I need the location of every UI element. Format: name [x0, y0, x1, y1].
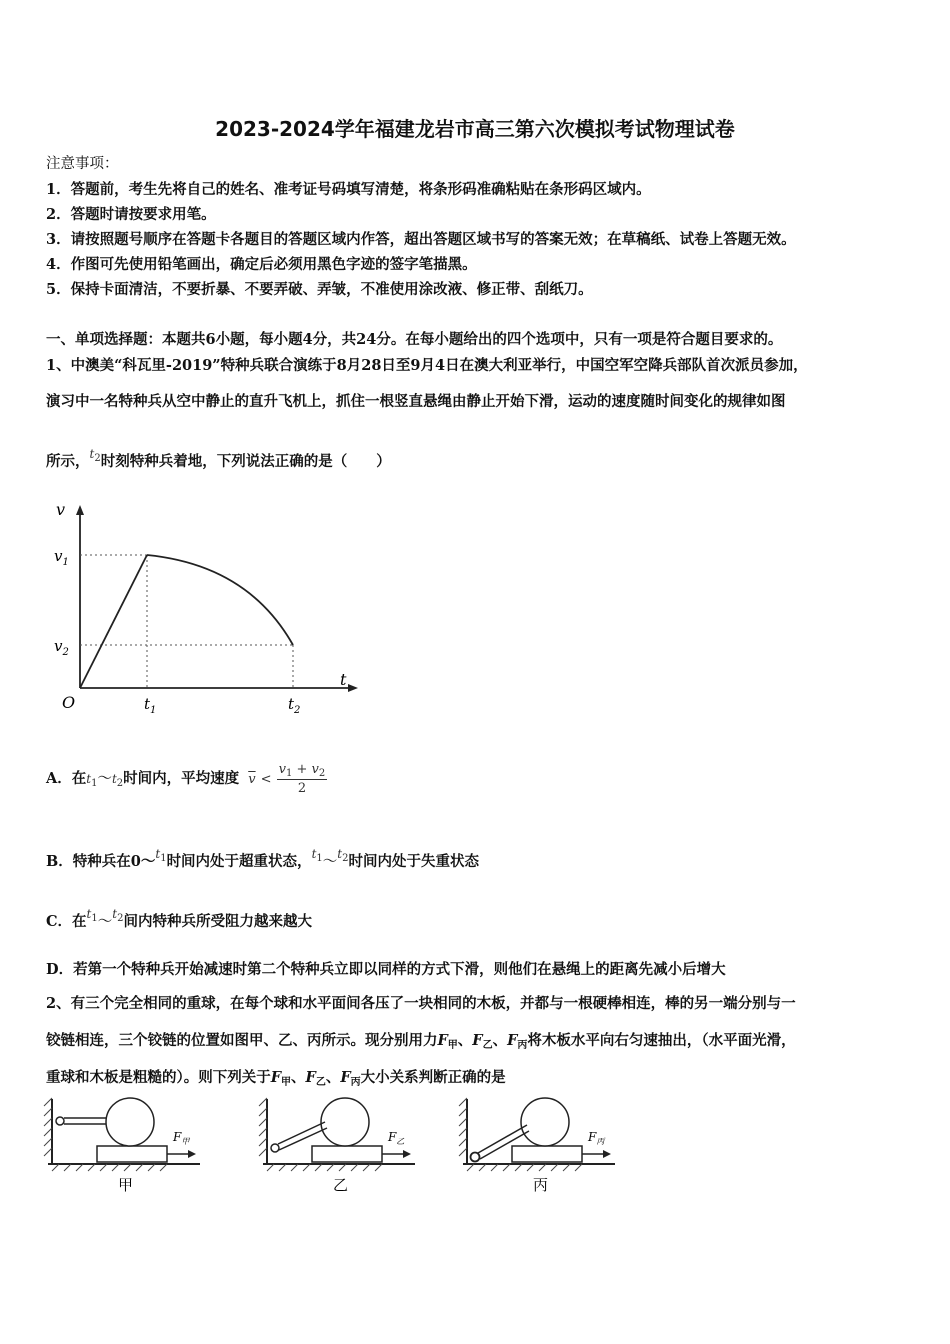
notice-item: 5．保持卡面清洁，不要折暴、不要弄破、弄皱，不准使用涂改液、修正带、刮纸刀。 [46, 281, 593, 298]
force-label-yi: $F_乙$ [388, 1130, 405, 1146]
v-axis-arrow [76, 505, 84, 515]
q1-stem-line3: 所示，$^{t_2}$时刻特种兵着地，下列说法正确的是（ ） [46, 447, 391, 470]
diagram-label-yi: 乙 [333, 1176, 349, 1194]
force-label-jia: $F_甲$ [173, 1130, 190, 1146]
diagram-label-bing: 丙 [533, 1176, 549, 1194]
q2-stem-line2: 铰链相连，三个铰链的位置如图甲、乙、丙所示。现分别用力$F_甲$、$F_乙$、$F_丙$将木板水平向右匀速抽出，（水平面光滑， [46, 1032, 796, 1051]
q2-stem-line1: 2、有三个完全相同的重球，在每个球和水平面间各压了一块相同的木板，并都与一根硬棒相连，棒的另一端分别与一 [46, 995, 796, 1012]
force-label-bing: $F_丙$ [588, 1130, 605, 1146]
q1-option-a[interactable]: A．在$t_1\sim t_2$时间内，平均速度 $\overline{v}$ < $\frac{v_1 + v_2}{2}$ [46, 762, 326, 796]
t-axis-arrow [348, 684, 358, 692]
velocity-time-graph [48, 495, 368, 720]
origin-label: O [62, 693, 76, 712]
diagram-label-jia: 甲 [118, 1176, 134, 1194]
deceleration-curve [147, 555, 293, 645]
t1-label: $t_1$ [144, 695, 157, 716]
v1-label: $v_1$ [54, 547, 69, 568]
q1-stem-line1: 1、中澳美“科瓦里-2019”特种兵联合演练于8月28日至9月4日在澳大利亚举行，中国空军空降兵部队首次派员参加， [46, 357, 808, 374]
t2-label: $t_2$ [288, 695, 301, 716]
q2-stem-line3: 重球和木板是粗糙的）。则下列关于$F_甲$、$F_乙$、$F_丙$大小关系判断正确的是 [46, 1069, 506, 1088]
page-title: 2023-2024学年福建龙岩市高三第六次模拟考试物理试卷 [215, 117, 735, 141]
average-velocity-fraction: $\frac{v_1 + v_2}{2}$ [278, 762, 326, 796]
q1-stem-line2: 演习中一名特种兵从空中静止的直升飞机上，抓住一根竖直悬绳由静止开始下滑，运动的速度随时间变化的规律如图 [46, 393, 786, 410]
diagram-yi [255, 1094, 425, 1196]
diagram-jia [40, 1094, 210, 1196]
section-heading: 一、单项选择题：本题共6小题，每小题4分，共24分。在每小题给出的四个选项中，只有一项是符合题目要求的。 [46, 331, 783, 348]
q1-option-b[interactable]: B．特种兵在0～$^{t_1}$时间内处于超重状态，$^{t_1}$～$^{t_2}$时间内处于失重状态 [46, 847, 479, 870]
acceleration-segment [80, 555, 147, 688]
notice-item: 1．答题前，考生先将自己的姓名、准考证号码填写清楚，将条形码准确粘贴在条形码区域内。 [46, 181, 651, 198]
notice-heading: 注意事项： [46, 156, 119, 172]
v-axis-label: v [56, 500, 66, 519]
q1-option-c[interactable]: C．在$^{t_1}$～$^{t_2}$间内特种兵所受阻力越来越大 [46, 907, 312, 930]
notice-item: 2．答题时请按要求用笔。 [46, 206, 216, 223]
q1-option-d[interactable]: D．若第一个特种兵开始减速时第二个特种兵立即以同样的方式下滑，则他们在悬绳上的距离先减小后增大 [46, 961, 726, 978]
notice-item: 3．请按照题号顺序在答题卡各题目的答题区域内作答，超出答题区域书写的答案无效；在草稿纸、试卷上答题无效。 [46, 231, 796, 248]
notice-item: 4．作图可先使用铅笔画出，确定后必须用黑色字迹的签字笔描黑。 [46, 256, 477, 273]
diagram-bing [455, 1094, 625, 1196]
t-axis-label: t [340, 670, 347, 689]
v2-label: $v_2$ [54, 637, 69, 658]
